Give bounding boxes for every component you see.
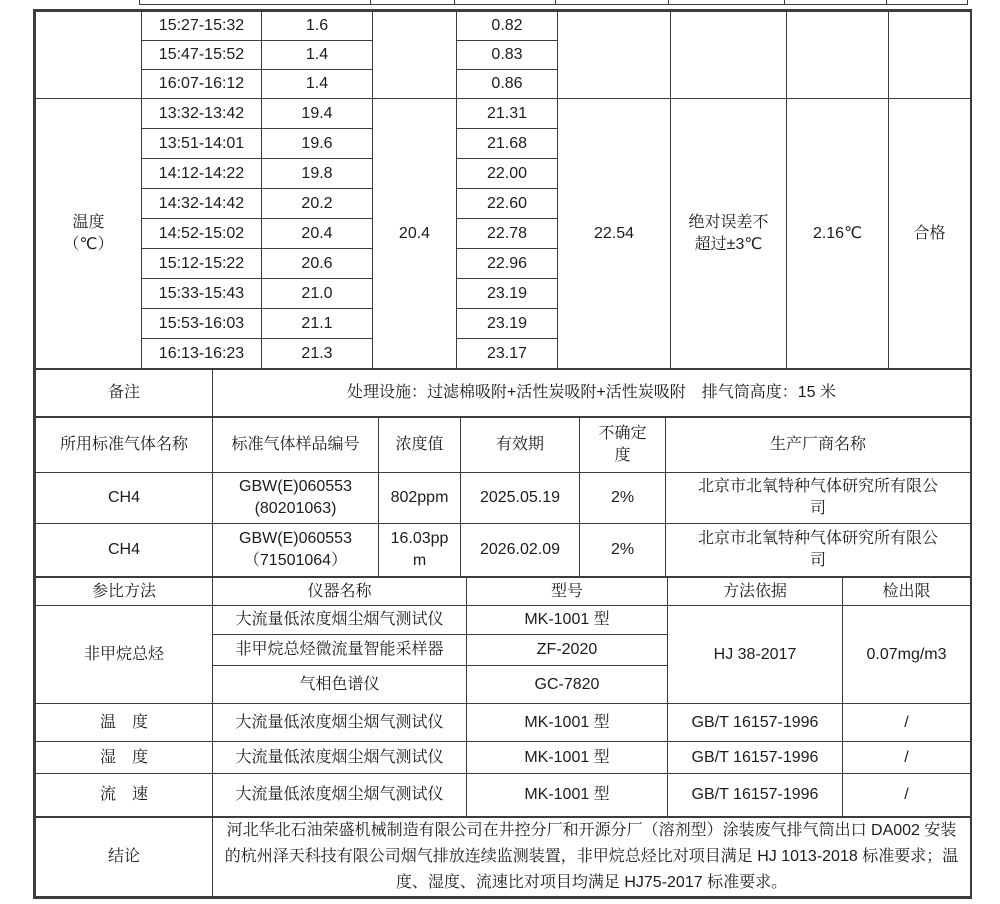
manufacturer-cell xyxy=(666,524,971,577)
table-row xyxy=(36,774,971,817)
table-row xyxy=(36,99,971,129)
result-cell-empty xyxy=(787,12,889,99)
col-header-concentration: 浓度值 xyxy=(379,418,461,473)
table-cut-stub xyxy=(370,0,371,5)
detection-limit-cell: / xyxy=(843,774,971,817)
reference-value-cell: 22.00 xyxy=(457,159,558,189)
col-header-sample-no: 标准气体样品编号 xyxy=(213,418,379,473)
comparison-table xyxy=(35,11,971,369)
sample-no-cell xyxy=(213,473,379,524)
remark-content: 处理设施：过滤棉吸附+活性炭吸附+活性炭吸附 排气筒高度：15 米 xyxy=(213,370,971,417)
table-cut-stub xyxy=(967,0,968,5)
col-header-uncertainty-text: 不确定度 xyxy=(598,425,647,464)
param-label-humidity: 湿 度 xyxy=(36,742,213,774)
col-header-model: 型号 xyxy=(467,578,668,606)
average-cell: 20.4 xyxy=(373,99,457,369)
table-row xyxy=(36,370,971,417)
param-label-line: （℃） xyxy=(63,235,114,253)
uncertainty-cell: 2% xyxy=(580,524,666,577)
measured-value-cell: 19.4 xyxy=(262,99,373,129)
measured-value-cell: 21.0 xyxy=(262,279,373,309)
model-cell: MK-1001 型 xyxy=(467,704,668,742)
param-label-line: 温度 xyxy=(72,213,105,231)
time-cell: 15:12-15:22 xyxy=(142,249,262,279)
remark-table xyxy=(35,369,971,417)
reference-value-cell: 22.96 xyxy=(457,249,558,279)
conclusion-text: 河北华北石油荣盛机械制造有限公司在井控分厂和开源分厂（溶剂型）涂装废气排气筒出口 DA002 安装的杭州泽天科技有限公司烟气排放连续监测装置，非甲烷总烃比对项目满足 HJ 1013-2018 标准要求；温度、湿度、流速比对项目均满足 HJ75-2017 标准要求。 xyxy=(224,822,959,891)
param-label-temperature xyxy=(36,99,142,369)
measured-value-cell: 21.1 xyxy=(262,309,373,339)
concentration-text: 16.03ppm xyxy=(390,530,449,569)
reference-method-table xyxy=(35,577,971,817)
time-cell: 15:27-15:32 xyxy=(142,12,262,41)
measured-value-cell: 20.4 xyxy=(262,219,373,249)
table-cut-stub xyxy=(555,0,556,5)
table-row xyxy=(36,12,971,41)
manufacturer-text: 北京市北氧特种气体研究所有限公司 xyxy=(697,478,938,517)
col-header-method-basis: 方法依据 xyxy=(668,578,843,606)
method-basis-cell: GB/T 16157-1996 xyxy=(668,704,843,742)
page-cut-line xyxy=(139,4,968,5)
instrument-cell: 非甲烷总烃微流量智能采样器 xyxy=(213,635,467,666)
reference-value-cell: 0.86 xyxy=(457,70,558,99)
standard-gas-table xyxy=(35,417,971,577)
instrument-cell: 气相色谱仪 xyxy=(213,666,467,704)
table-cut-stub xyxy=(454,0,455,5)
concentration-cell: 802ppm xyxy=(379,473,461,524)
validity-cell: 2026.02.09 xyxy=(461,524,580,577)
reference-value-cell: 0.83 xyxy=(457,41,558,70)
measured-value-cell: 20.6 xyxy=(262,249,373,279)
detection-limit-cell: / xyxy=(843,704,971,742)
conclusion-label: 结论 xyxy=(36,818,213,897)
measured-value-cell: 20.2 xyxy=(262,189,373,219)
measured-value-cell: 21.3 xyxy=(262,339,373,369)
remark-label: 备注 xyxy=(36,370,213,417)
param-label-temperature: 温 度 xyxy=(36,704,213,742)
col-header-uncertainty xyxy=(580,418,666,473)
param-label-empty xyxy=(36,12,142,99)
verdict-cell-empty xyxy=(889,12,971,99)
table-row xyxy=(36,473,971,524)
sample-no-line: GBW(E)060553 xyxy=(239,478,352,496)
header-row xyxy=(36,418,971,473)
time-cell: 14:32-14:42 xyxy=(142,189,262,219)
table-cut-stub xyxy=(668,0,669,5)
conclusion-content xyxy=(213,818,971,897)
measured-value-cell: 1.4 xyxy=(262,41,373,70)
time-cell: 14:52-15:02 xyxy=(142,219,262,249)
col-header-reference-method: 参比方法 xyxy=(36,578,213,606)
time-cell: 15:33-15:43 xyxy=(142,279,262,309)
reference-value-cell: 22.78 xyxy=(457,219,558,249)
manufacturer-cell xyxy=(666,473,971,524)
table-cut-stub xyxy=(784,0,785,5)
manufacturer-text: 北京市北氧特种气体研究所有限公司 xyxy=(697,530,938,569)
criterion-text: 绝对误差不超过±3℃ xyxy=(688,213,769,253)
reference-value-cell: 23.17 xyxy=(457,339,558,369)
table-row xyxy=(36,606,971,635)
reference-value-cell: 22.60 xyxy=(457,189,558,219)
table-row xyxy=(36,742,971,774)
reference-value-cell: 21.68 xyxy=(457,129,558,159)
average-cell-empty xyxy=(373,12,457,99)
col-header-instrument: 仪器名称 xyxy=(213,578,467,606)
reference-value-cell: 23.19 xyxy=(457,309,558,339)
concentration-cell xyxy=(379,524,461,577)
col-header-gas-name: 所用标准气体名称 xyxy=(36,418,213,473)
result-cell: 2.16℃ xyxy=(787,99,889,369)
ref-average-cell-empty xyxy=(558,12,671,99)
instrument-cell: 大流量低浓度烟尘烟气测试仪 xyxy=(213,704,467,742)
detection-limit-cell: / xyxy=(843,742,971,774)
gas-name-cell: CH4 xyxy=(36,524,213,577)
time-cell: 16:13-16:23 xyxy=(142,339,262,369)
time-cell: 15:47-15:52 xyxy=(142,41,262,70)
model-cell: MK-1001 型 xyxy=(467,774,668,817)
param-label-nmhc: 非甲烷总烃 xyxy=(36,606,213,704)
reference-value-cell: 21.31 xyxy=(457,99,558,129)
model-cell: MK-1001 型 xyxy=(467,742,668,774)
verdict-cell: 合格 xyxy=(889,99,971,369)
time-cell: 14:12-14:22 xyxy=(142,159,262,189)
validity-cell: 2025.05.19 xyxy=(461,473,580,524)
reference-value-cell: 0.82 xyxy=(457,12,558,41)
report-table xyxy=(33,9,972,899)
model-cell: MK-1001 型 xyxy=(467,606,668,635)
table-row xyxy=(36,704,971,742)
model-cell: GC-7820 xyxy=(467,666,668,704)
measured-value-cell: 19.8 xyxy=(262,159,373,189)
sample-no-cell xyxy=(213,524,379,577)
sample-no-line: GBW(E)060553 xyxy=(239,530,352,548)
sample-no-line: (80201063) xyxy=(254,500,337,517)
criterion-cell xyxy=(671,99,787,369)
instrument-cell: 大流量低浓度烟尘烟气测试仪 xyxy=(213,742,467,774)
measured-value-cell: 1.6 xyxy=(262,12,373,41)
time-cell: 15:53-16:03 xyxy=(142,309,262,339)
reference-value-cell: 23.19 xyxy=(457,279,558,309)
sample-no-line: （71501064） xyxy=(243,552,348,569)
measured-value-cell: 1.4 xyxy=(262,70,373,99)
table-cut-stub xyxy=(139,0,140,5)
col-header-manufacturer: 生产厂商名称 xyxy=(666,418,971,473)
table-row xyxy=(36,524,971,577)
col-header-detection-limit: 检出限 xyxy=(843,578,971,606)
instrument-cell: 大流量低浓度烟尘烟气测试仪 xyxy=(213,774,467,817)
header-row xyxy=(36,578,971,606)
model-cell: ZF-2020 xyxy=(467,635,668,666)
time-cell: 13:32-13:42 xyxy=(142,99,262,129)
param-label-flow-velocity: 流 速 xyxy=(36,774,213,817)
conclusion-table xyxy=(35,817,971,897)
gas-name-cell: CH4 xyxy=(36,473,213,524)
ref-average-cell: 22.54 xyxy=(558,99,671,369)
method-basis-cell: HJ 38-2017 xyxy=(668,606,843,704)
table-row xyxy=(36,818,971,897)
method-basis-cell: GB/T 16157-1996 xyxy=(668,774,843,817)
detection-limit-cell: 0.07mg/m3 xyxy=(843,606,971,704)
uncertainty-cell: 2% xyxy=(580,473,666,524)
time-cell: 16:07-16:12 xyxy=(142,70,262,99)
table-cut-stub xyxy=(886,0,887,5)
criterion-cell-empty xyxy=(671,12,787,99)
method-basis-cell: GB/T 16157-1996 xyxy=(668,742,843,774)
col-header-validity: 有效期 xyxy=(461,418,580,473)
instrument-cell: 大流量低浓度烟尘烟气测试仪 xyxy=(213,606,467,635)
time-cell: 13:51-14:01 xyxy=(142,129,262,159)
measured-value-cell: 19.6 xyxy=(262,129,373,159)
